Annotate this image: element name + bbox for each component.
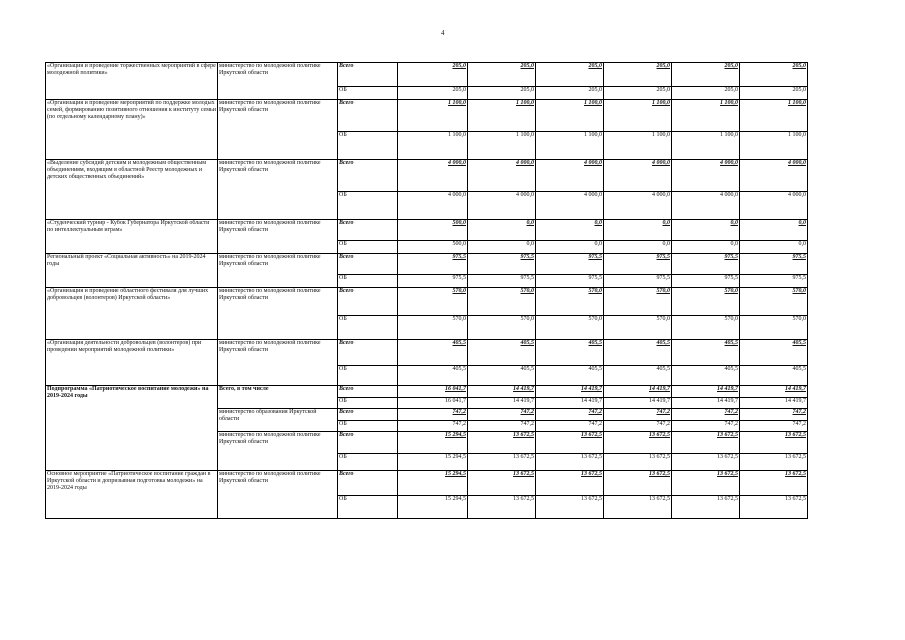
executor-cell: министерство по молодежной политике Иркутской области xyxy=(218,471,338,519)
source-ob-label: ОБ xyxy=(338,496,398,519)
source-total-label: Всего xyxy=(338,63,398,87)
total-value-cell: 15 294,5 xyxy=(398,432,468,454)
ob-value-cell: 205,0 xyxy=(468,87,536,100)
total-value-cell: 13 672,5 xyxy=(468,432,536,454)
table-row xyxy=(46,386,808,398)
total-value-cell: 13 672,5 xyxy=(672,471,740,496)
total-value-cell: 1 100,0 xyxy=(672,100,740,132)
total-value-cell: 205,0 xyxy=(672,63,740,87)
source-total-label: Всего xyxy=(338,471,398,496)
ob-value-cell: 13 672,5 xyxy=(740,496,808,519)
ob-value-cell: 15 294,5 xyxy=(398,496,468,519)
total-value-cell: 1 100,0 xyxy=(468,100,536,132)
total-value-cell: 570,0 xyxy=(468,288,536,316)
event-name-cell: Подпрограмма «Патриотическое воспитание молодежи» на 2019-2024 годы xyxy=(46,386,218,471)
ob-value-cell: 1 100,0 xyxy=(536,132,604,160)
source-ob-label: ОБ xyxy=(338,132,398,160)
executor-cell: министерство по молодежной политике Иркутской области xyxy=(218,254,338,288)
total-value-cell: 4 000,0 xyxy=(740,160,808,192)
executor-cell: министерство по молодежной политике Иркутской области xyxy=(218,100,338,160)
total-value-cell: 0,0 xyxy=(536,220,604,241)
event-name-cell: «Выделение субсидий детским и молодежным общественным объединениям, входящим в областной Реестр молодежных и детских общественных объединений» xyxy=(46,160,218,220)
source-total-label: Всего xyxy=(338,432,398,454)
executor-cell: министерство по молодежной политике Иркутской области xyxy=(218,160,338,220)
ob-value-cell: 13 672,5 xyxy=(468,454,536,471)
total-value-cell: 205,0 xyxy=(468,63,536,87)
total-value-cell: 747,2 xyxy=(604,409,672,421)
total-value-cell: 205,0 xyxy=(398,63,468,87)
total-value-cell: 4 000,0 xyxy=(536,160,604,192)
table-row xyxy=(46,220,808,241)
total-value-cell: 570,0 xyxy=(398,288,468,316)
total-value-cell: 500,0 xyxy=(398,220,468,241)
ob-value-cell: 570,0 xyxy=(740,316,808,340)
ob-value-cell: 975,5 xyxy=(536,275,604,288)
ob-value-cell: 13 672,5 xyxy=(536,496,604,519)
event-name-cell: «Организация и проведение мероприятий по поддержке молодых семей, формированию позитивного отношения к институту семьи (по отдельному календарному плану)» xyxy=(46,100,218,160)
total-value-cell: 405,5 xyxy=(536,340,604,366)
ob-value-cell: 1 100,0 xyxy=(398,132,468,160)
ob-value-cell: 1 100,0 xyxy=(672,132,740,160)
total-value-cell: 747,2 xyxy=(468,409,536,421)
total-value-cell: 975,5 xyxy=(604,254,672,275)
total-value-cell: 405,5 xyxy=(398,340,468,366)
ob-value-cell: 15 294,5 xyxy=(398,454,468,471)
ob-value-cell: 570,0 xyxy=(672,316,740,340)
executor-cell: министерство по молодежной политике Иркутской области xyxy=(218,288,338,340)
table-row xyxy=(46,471,808,496)
ob-value-cell: 14 419,7 xyxy=(672,398,740,409)
source-ob-label: ОБ xyxy=(338,454,398,471)
ob-value-cell: 570,0 xyxy=(398,316,468,340)
ob-value-cell: 1 100,0 xyxy=(740,132,808,160)
total-value-cell: 0,0 xyxy=(672,220,740,241)
ob-value-cell: 747,2 xyxy=(468,421,536,432)
total-value-cell: 205,0 xyxy=(740,63,808,87)
total-value-cell: 205,0 xyxy=(536,63,604,87)
ob-value-cell: 1 100,0 xyxy=(468,132,536,160)
total-value-cell: 13 672,5 xyxy=(604,471,672,496)
source-total-label: Всего xyxy=(338,386,398,398)
ob-value-cell: 205,0 xyxy=(398,87,468,100)
table-row xyxy=(46,100,808,132)
total-value-cell: 13 672,5 xyxy=(604,432,672,454)
total-value-cell: 205,0 xyxy=(604,63,672,87)
ob-value-cell: 0,0 xyxy=(672,241,740,254)
ob-value-cell: 205,0 xyxy=(672,87,740,100)
ob-value-cell: 4 000,0 xyxy=(672,192,740,220)
ob-value-cell: 14 419,7 xyxy=(740,398,808,409)
event-name-cell: «Организация деятельности добровольцев (волонтеров) при проведении мероприятий молодежной политики» xyxy=(46,340,218,386)
ob-value-cell: 13 672,5 xyxy=(604,496,672,519)
source-ob-label: ОБ xyxy=(338,241,398,254)
ob-value-cell: 13 672,5 xyxy=(672,496,740,519)
total-value-cell: 14 419,7 xyxy=(604,386,672,398)
ob-value-cell: 975,5 xyxy=(740,275,808,288)
total-value-cell: 975,5 xyxy=(536,254,604,275)
source-total-label: Всего xyxy=(338,220,398,241)
total-value-cell: 4 000,0 xyxy=(672,160,740,192)
source-total-label: Всего xyxy=(338,254,398,275)
source-ob-label: ОБ xyxy=(338,421,398,432)
ob-value-cell: 205,0 xyxy=(536,87,604,100)
total-value-cell: 570,0 xyxy=(604,288,672,316)
page-number: 4 xyxy=(441,29,445,37)
ob-value-cell: 747,2 xyxy=(536,421,604,432)
ob-value-cell: 405,5 xyxy=(536,366,604,386)
total-value-cell: 570,0 xyxy=(672,288,740,316)
source-ob-label: ОБ xyxy=(338,316,398,340)
total-value-cell: 747,2 xyxy=(398,409,468,421)
total-value-cell: 1 100,0 xyxy=(398,100,468,132)
ob-value-cell: 570,0 xyxy=(468,316,536,340)
ob-value-cell: 13 672,5 xyxy=(468,496,536,519)
event-name-cell: Основное мероприятие «Патриотическое воспитание граждан в Иркутской области и допризывная подготовка молодежи» на 2019-2024 годы xyxy=(46,471,218,519)
ob-value-cell: 405,5 xyxy=(740,366,808,386)
executor-cell: министерство образования Иркутской области xyxy=(218,409,338,432)
total-value-cell: 405,5 xyxy=(468,340,536,366)
total-value-cell: 4 000,0 xyxy=(468,160,536,192)
table-row xyxy=(46,340,808,366)
ob-value-cell: 0,0 xyxy=(536,241,604,254)
total-value-cell: 747,2 xyxy=(740,409,808,421)
ob-value-cell: 13 672,5 xyxy=(740,454,808,471)
total-value-cell: 16 041,7 xyxy=(398,386,468,398)
ob-value-cell: 14 419,7 xyxy=(604,398,672,409)
ob-value-cell: 13 672,5 xyxy=(536,454,604,471)
ob-value-cell: 13 672,5 xyxy=(604,454,672,471)
source-ob-label: ОБ xyxy=(338,366,398,386)
ob-value-cell: 0,0 xyxy=(740,241,808,254)
total-value-cell: 13 672,5 xyxy=(672,432,740,454)
source-ob-label: ОБ xyxy=(338,275,398,288)
total-value-cell: 0,0 xyxy=(468,220,536,241)
ob-value-cell: 975,5 xyxy=(672,275,740,288)
total-value-cell: 14 419,7 xyxy=(740,386,808,398)
total-value-cell: 13 672,5 xyxy=(536,471,604,496)
ob-value-cell: 747,2 xyxy=(740,421,808,432)
source-total-label: Всего xyxy=(338,160,398,192)
total-value-cell: 13 672,5 xyxy=(468,471,536,496)
total-value-cell: 13 672,5 xyxy=(740,471,808,496)
total-value-cell: 14 419,7 xyxy=(672,386,740,398)
executor-cell: министерство по молодежной политике Иркутской области xyxy=(218,63,338,100)
ob-value-cell: 405,5 xyxy=(604,366,672,386)
total-value-cell: 570,0 xyxy=(536,288,604,316)
ob-value-cell: 4 000,0 xyxy=(604,192,672,220)
total-value-cell: 0,0 xyxy=(740,220,808,241)
source-total-label: Всего xyxy=(338,409,398,421)
executor-cell: министерство по молодежной политике Иркутской области xyxy=(218,220,338,254)
source-total-label: Всего xyxy=(338,340,398,366)
executor-cell: министерство по молодежной политике Иркутской области xyxy=(218,432,338,471)
ob-value-cell: 4 000,0 xyxy=(468,192,536,220)
table-row xyxy=(46,288,808,316)
total-value-cell: 975,5 xyxy=(740,254,808,275)
executor-cell: министерство по молодежной политике Иркутской области xyxy=(218,340,338,386)
source-total-label: Всего xyxy=(338,288,398,316)
total-value-cell: 747,2 xyxy=(672,409,740,421)
total-value-cell: 975,5 xyxy=(672,254,740,275)
total-value-cell: 405,5 xyxy=(604,340,672,366)
event-name-cell: «Организация и проведение торжественных мероприятий в сфере молодежной политики» xyxy=(46,63,218,100)
total-value-cell: 1 100,0 xyxy=(536,100,604,132)
ob-value-cell: 1 100,0 xyxy=(604,132,672,160)
ob-value-cell: 570,0 xyxy=(536,316,604,340)
ob-value-cell: 0,0 xyxy=(604,241,672,254)
total-value-cell: 14 419,7 xyxy=(468,386,536,398)
ob-value-cell: 16 041,7 xyxy=(398,398,468,409)
ob-value-cell: 570,0 xyxy=(604,316,672,340)
ob-value-cell: 14 419,7 xyxy=(468,398,536,409)
executor-cell: Всего, в том числе xyxy=(218,386,338,409)
total-value-cell: 975,5 xyxy=(398,254,468,275)
event-name-cell: «Студенческий турнир - Кубок Губернатора Иркутской области по интеллектуальным играм» xyxy=(46,220,218,254)
ob-value-cell: 500,0 xyxy=(398,241,468,254)
total-value-cell: 15 294,5 xyxy=(398,471,468,496)
total-value-cell: 13 672,5 xyxy=(740,432,808,454)
ob-value-cell: 975,5 xyxy=(398,275,468,288)
ob-value-cell: 975,5 xyxy=(468,275,536,288)
ob-value-cell: 405,5 xyxy=(468,366,536,386)
ob-value-cell: 205,0 xyxy=(604,87,672,100)
ob-value-cell: 4 000,0 xyxy=(536,192,604,220)
total-value-cell: 1 100,0 xyxy=(740,100,808,132)
total-value-cell: 570,0 xyxy=(740,288,808,316)
source-ob-label: ОБ xyxy=(338,87,398,100)
total-value-cell: 4 000,0 xyxy=(604,160,672,192)
total-value-cell: 975,5 xyxy=(468,254,536,275)
source-ob-label: ОБ xyxy=(338,398,398,409)
total-value-cell: 0,0 xyxy=(604,220,672,241)
table-body xyxy=(46,63,808,519)
total-value-cell: 4 000,0 xyxy=(398,160,468,192)
source-total-label: Всего xyxy=(338,100,398,132)
ob-value-cell: 747,2 xyxy=(672,421,740,432)
ob-value-cell: 0,0 xyxy=(468,241,536,254)
total-value-cell: 1 100,0 xyxy=(604,100,672,132)
event-name-cell: «Организация и проведение областного фестиваля для лучших добровольцев (волонтеров) Иркутской области» xyxy=(46,288,218,340)
budget-table xyxy=(45,62,808,519)
ob-value-cell: 14 419,7 xyxy=(536,398,604,409)
total-value-cell: 405,5 xyxy=(740,340,808,366)
ob-value-cell: 13 672,5 xyxy=(672,454,740,471)
total-value-cell: 14 419,7 xyxy=(536,386,604,398)
ob-value-cell: 747,2 xyxy=(604,421,672,432)
ob-value-cell: 4 000,0 xyxy=(398,192,468,220)
ob-value-cell: 205,0 xyxy=(740,87,808,100)
table-row xyxy=(46,254,808,275)
source-ob-label: ОБ xyxy=(338,192,398,220)
table-row xyxy=(46,63,808,87)
table-row xyxy=(46,160,808,192)
total-value-cell: 747,2 xyxy=(536,409,604,421)
ob-value-cell: 975,5 xyxy=(604,275,672,288)
ob-value-cell: 747,2 xyxy=(398,421,468,432)
ob-value-cell: 4 000,0 xyxy=(740,192,808,220)
total-value-cell: 405,5 xyxy=(672,340,740,366)
total-value-cell: 13 672,5 xyxy=(536,432,604,454)
event-name-cell: Региональный проект «Социальная активность» на 2019-2024 годы xyxy=(46,254,218,288)
ob-value-cell: 405,5 xyxy=(398,366,468,386)
ob-value-cell: 405,5 xyxy=(672,366,740,386)
